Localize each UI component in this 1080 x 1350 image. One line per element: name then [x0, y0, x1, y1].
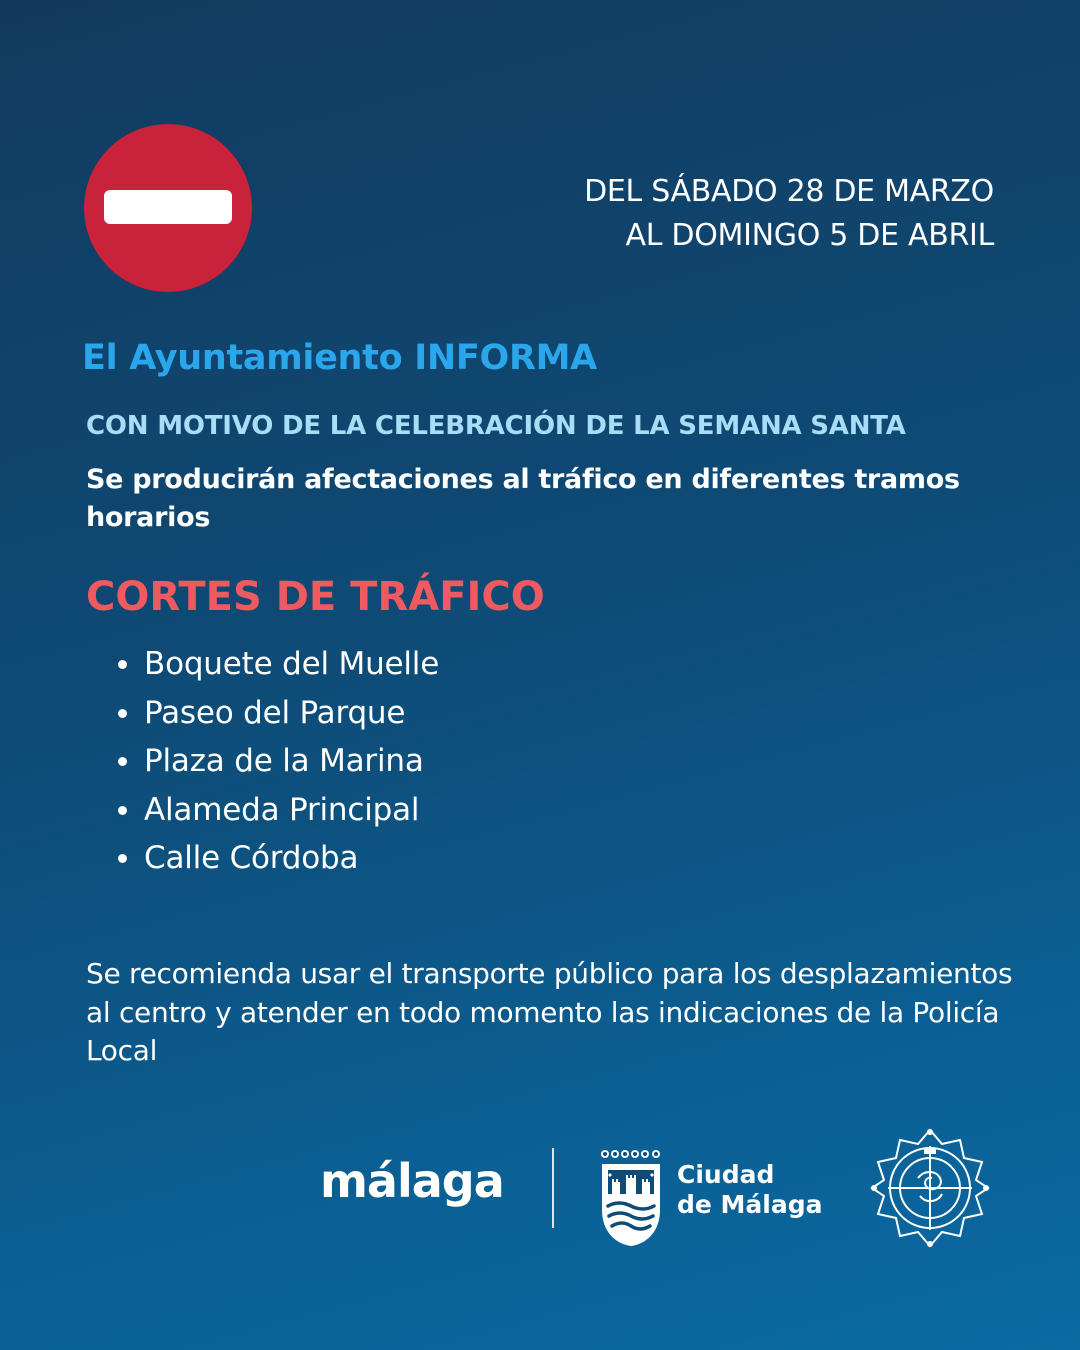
footer-logos	[0, 1120, 1080, 1260]
closures-title: CORTES DE TRÁFICO	[86, 574, 545, 620]
list-item: Paseo del Parque	[118, 689, 439, 738]
date-range	[584, 170, 994, 258]
no-entry-sign-icon	[84, 124, 252, 292]
list-item: Alameda Principal	[118, 786, 439, 835]
date-start: DEL SÁBADO 28 DE MARZO	[584, 174, 994, 209]
malaga-brand-logo: málaga	[320, 1154, 504, 1208]
logo-divider	[552, 1148, 554, 1228]
closures-list	[118, 640, 439, 883]
city-logo-text	[677, 1160, 823, 1220]
recommendation-text: Se recomienda usar el transporte público para los desplazamientos al centro y atender en todo momento las indicaciones de la Policía Local	[86, 957, 1013, 1067]
page-title: El Ayuntamiento INFORMA	[82, 338, 597, 378]
no-entry-bar	[104, 190, 232, 224]
city-logo-line1: Ciudad	[677, 1160, 775, 1189]
city-logo-line2: de Málaga	[677, 1190, 823, 1219]
cofradias-seal-icon	[868, 1126, 992, 1250]
list-item: Plaza de la Marina	[118, 737, 439, 786]
traffic-notice: Se producirán afectaciones al tráfico en diferentes tramos horarios	[86, 464, 960, 533]
list-item: Boquete del Muelle	[118, 640, 439, 689]
subheading: CON MOTIVO DE LA CELEBRACIÓN DE LA SEMANA SANTA	[86, 411, 906, 441]
list-item: Calle Córdoba	[118, 834, 439, 883]
date-end: AL DOMINGO 5 DE ABRIL	[625, 218, 994, 253]
city-shield-icon	[600, 1148, 662, 1248]
